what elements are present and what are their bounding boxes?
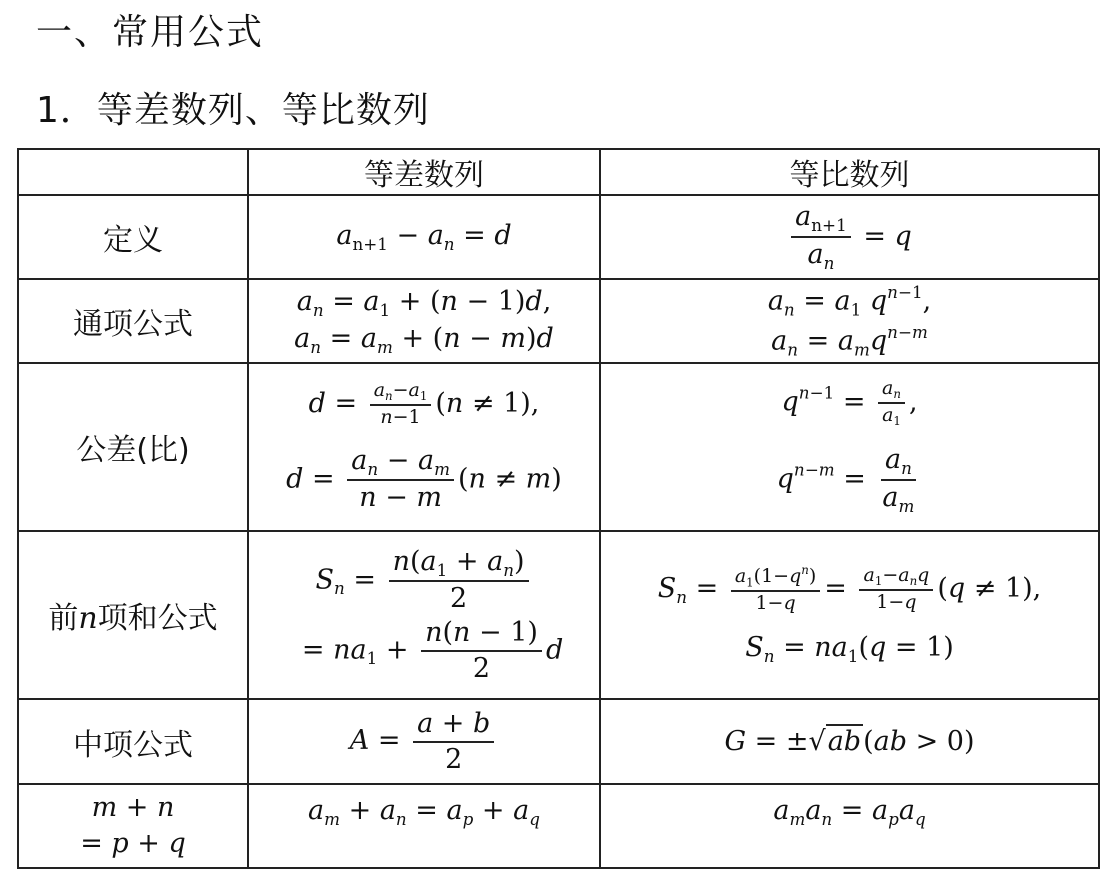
geo-general-term: $a_n = a_1$ $q^{n-1}$, $a_n = a_mq^{n-m}$ <box>600 279 1099 363</box>
header-row <box>18 149 1099 195</box>
section-heading: 一、常用公式 <box>36 12 265 53</box>
row-label-property <box>18 784 248 868</box>
arith-middle-term: A = $\frac{a + b}{2}$ <box>248 699 600 784</box>
header-geometric: 等比数列 <box>600 149 1099 195</box>
row-common-difference <box>18 363 1099 531</box>
row-general-term <box>18 279 1099 363</box>
row-label-general-term: 通项公式 <box>18 279 248 363</box>
row-label-definition: 定义 <box>18 195 248 279</box>
row-label-sum-suffix: 项和公式 <box>97 601 218 636</box>
row-definition <box>18 195 1099 279</box>
arith-common-difference: d = $\frac{a_n-a_1}{n-1}$ (n ≠ 1), d = $\frac{a_n - a_m}{n - m}$ (n ≠ m) <box>248 363 600 531</box>
row-label-sum-prefix: 前 <box>48 601 79 636</box>
row-property <box>18 784 1099 868</box>
formula-table <box>17 148 1100 869</box>
row-sum-formula <box>18 531 1099 699</box>
arith-definition: $a_{n+1} - a_n = d$ <box>248 195 600 279</box>
geo-middle-term: G = ±√ab(ab > 0) <box>600 699 1099 784</box>
row-label-sum-formula <box>18 531 248 699</box>
arith-sum-formula: $S_n$ = $\frac{n(a_1 + a_n)}{2}$ = $na_1$ + $\frac{n(n - 1)}{2}$ d <box>248 531 600 699</box>
subsection-heading: 1．等差数列、等比数列 <box>36 90 430 131</box>
header-empty-cell <box>18 149 248 195</box>
row-label-sum-n: n <box>78 601 98 636</box>
arith-property: $a_m + a_n = a_p + a_q$ <box>248 784 600 868</box>
row-label-property-line2: = p + q <box>80 828 186 859</box>
geo-definition: $\frac{a_{n+1}}{a_n}$ = q <box>600 195 1099 279</box>
row-label-middle-term: 中项公式 <box>18 699 248 784</box>
geo-common-ratio: $q^{n-1}$ = $\frac{a_n}{a_1}$ , $q^{n-m}$ = $\frac{a_n}{a_m}$ <box>600 363 1099 531</box>
arith-general-term: $a_n = a_1 + (n - 1)d$, $a_n = a_m + (n - m)d$ <box>248 279 600 363</box>
geo-sum-formula: $S_n$ = $\frac{a_1(1-q^n)}{1-q}$ = $\frac{a_1-a_nq}{1-q}$ (q ≠ 1), $S_n = na_1(q = 1)$ <box>600 531 1099 699</box>
row-middle-term <box>18 699 1099 784</box>
geo-property: $a_ma_n = a_pa_q$ <box>600 784 1099 868</box>
row-label-property-line1: m + n <box>91 791 175 823</box>
header-arithmetic: 等差数列 <box>248 149 600 195</box>
row-label-common-difference: 公差(比) <box>18 363 248 531</box>
